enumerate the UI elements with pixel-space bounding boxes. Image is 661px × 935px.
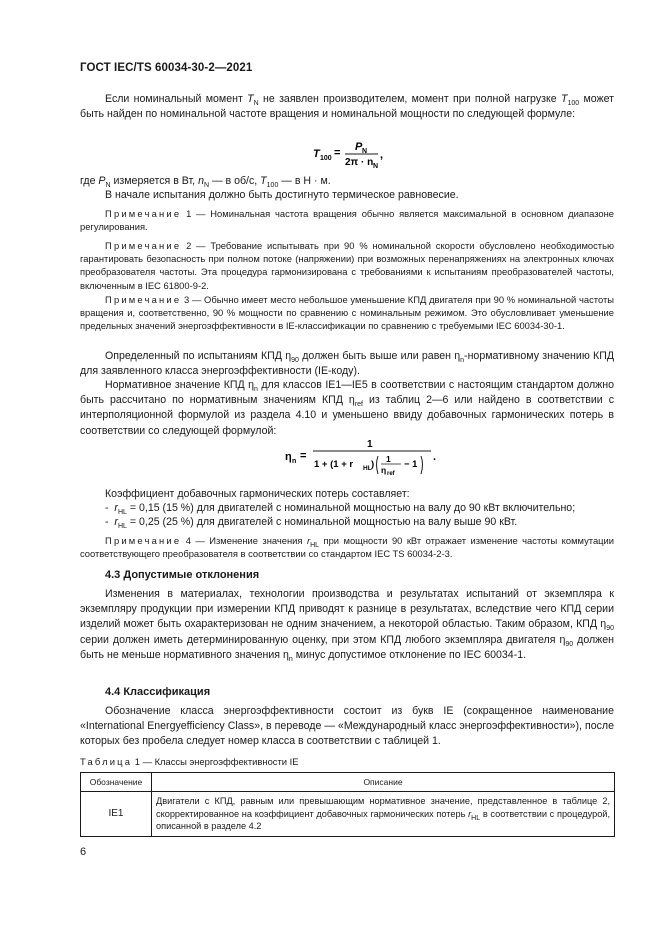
svg-text:): ): [371, 459, 375, 470]
svg-text:.: .: [433, 451, 437, 463]
note-4: Примечание 4 — Изменение значения $r_{HL}$ при мощности 90 кВт отражает изменение частоты коммутации соответствующего преобразователя в соответствии со стандартом IEC TS 60034-2-3.: [80, 535, 615, 560]
table-header-row: [81, 773, 615, 792]
svg-text:1 + (1 + r: 1 + (1 + r: [314, 459, 354, 470]
paragraph-nominal-efficiency: Нормативное значение КПД $\eta_n$ для классов IE1—IE5 в соответствии с настоящим стандартом должно быть рассчитано по нормативным значениям КПД $\eta_{ref}$ из таблиц 2—6 или найдено в соответствии с интерполяционной формулой из раздела 4.10 и уменьшено ввиду добавочных гармонических потерь в соответствии со следующей формулой:: [80, 379, 615, 437]
svg-text:,: ,: [380, 149, 384, 161]
svg-text:=: =: [334, 147, 341, 159]
svg-text:1: 1: [386, 454, 391, 464]
formula-torque-den-sub: N: [373, 163, 379, 170]
paragraph-thermal-equilibrium: В начале испытания должно быть достигнуто термическое равновесие.: [105, 189, 459, 201]
section-4-4-title: 4.4 Классификация: [105, 686, 211, 698]
svg-text:η: η: [381, 465, 387, 475]
formula-torque: [300, 138, 400, 172]
paragraph-efficiency-test: Определенный по испытаниям КПД $\eta_{90}$ должен быть выше или равен $\eta_n$-нормативному значению КПД для заявленного класса энергоэффективности (IE-коду).: [80, 350, 615, 378]
table-1: [80, 772, 615, 837]
page-number: 6: [80, 846, 87, 858]
formula-efficiency-lhs: η: [285, 451, 292, 463]
note-3: Примечание 3 — Обычно имеет место небольшое уменьшение КПД двигателя при 90 % номинальной частоты вращения и, соответственно, 90 % мощности по сравнению с номинальным режимом. Это обусловливает уменьшение предельных значений энергоэффективности в IE-классификации по сравнению с требуемыми IEC 60034-30-1.: [80, 294, 614, 332]
table-header-description: Описание: [152, 773, 615, 792]
formula-torque-lhs-sub: 100: [320, 155, 332, 162]
paragraph-harmonic-coefficient: Коэффициент добавочных гармонических потерь составляет:: [105, 488, 410, 500]
section-4-3-text: Изменения в материалах, технологии производства и результатах испытаний от экземпляра к экземпляру продукции при измерении КПД приводят к разнице в результатах, вследствие чего КПД серии изделий может быть охарактеризован не одним значением, а некоторой областью. Таким образом, КПД $\eta_{90}$ серии должен иметь детерминированную оценку, при этом КПД любого экземпляра двигателя $\eta_{90}$ должен быть не меньше нормативного значения $\eta_n$ минус допустимое отклонение по IEC 60034-1.: [80, 588, 614, 663]
table-header-designation: Обозначение: [81, 773, 152, 792]
note-1: Примечание 1 — Номинальная частота вращения обычно является максимальной в основном диапазоне регулирования.: [80, 208, 614, 233]
note-2: Примечание 2 — Требование испытывать при 90 % номинальной скорости обусловлено необходимостью гарантировать безопасность при полном потоке (напряжении) при возможных перенапряжениях на электронных ключах преобразователя частоты. Эта процедура гармонизирована с требованиями к испытаниям преобразователей частоты, включенным в IEC 61800-9-2.: [80, 240, 615, 291]
svg-text:=: =: [300, 450, 307, 462]
svg-text:1: 1: [367, 439, 373, 450]
document-header: ГОСТ IEC/TS 60034-30-2—2021: [80, 62, 253, 74]
section-4-3-title: 4.3 Допустимые отклонения: [105, 569, 260, 581]
table-cell-code: IE1: [81, 792, 152, 837]
formula-torque-num: P: [355, 141, 363, 153]
list-item-1: - $r_{HL} = 0,15$ (15 %) для двигателей с номинальной мощностью на валу до 90 кВт включительно;: [105, 502, 576, 516]
section-4-4-text: Обозначение класса энергоэффективности состоит из букв IE (сокращенное наименование «International Energyefficiency Class», в переводе — «Международный класс энергоэффективности»), после которых без пробела следует номер класса в соответствии с таблицей 1.: [80, 705, 614, 748]
formula-efficiency: [283, 436, 443, 478]
table-row: [81, 792, 615, 837]
svg-text:HL: HL: [363, 465, 372, 472]
paragraph-units: где $P_N$ измеряется в Вт, $n_N$ — в об/с, $T_{100}$ — в Н · м.: [80, 175, 331, 189]
paragraph-rated-torque: Если номинальный момент $T_N$ не заявлен производителем, момент при полной нагрузке $T_{100}$ может быть найден по номинальной частоте вращения и номинальной мощности по следующей формуле:: [80, 93, 614, 121]
formula-torque-lhs: T: [313, 148, 320, 160]
svg-text:ref: ref: [387, 471, 395, 477]
formula-torque-num-sub: N: [362, 148, 368, 155]
formula-torque-den: 2π · n: [345, 157, 374, 168]
svg-text:− 1: − 1: [404, 459, 418, 470]
svg-text:n: n: [292, 458, 297, 465]
list-item-2: - $r_{HL} = 0,25$ (25 %) для двигателей с номинальной мощностью на валу выше 90 кВт.: [105, 516, 518, 530]
table-1-caption: Таблица 1 — Классы энергоэффективности IE: [80, 756, 299, 767]
table-cell-description: Двигатели с КПД, равным или превышающим нормативное значение, представленное в таблице 2, скорректированное на коэффициент добавочных гармонических потерь $r_{HL}$ в соответствии с процедурой, описанной в разделе 4.2: [152, 792, 615, 837]
